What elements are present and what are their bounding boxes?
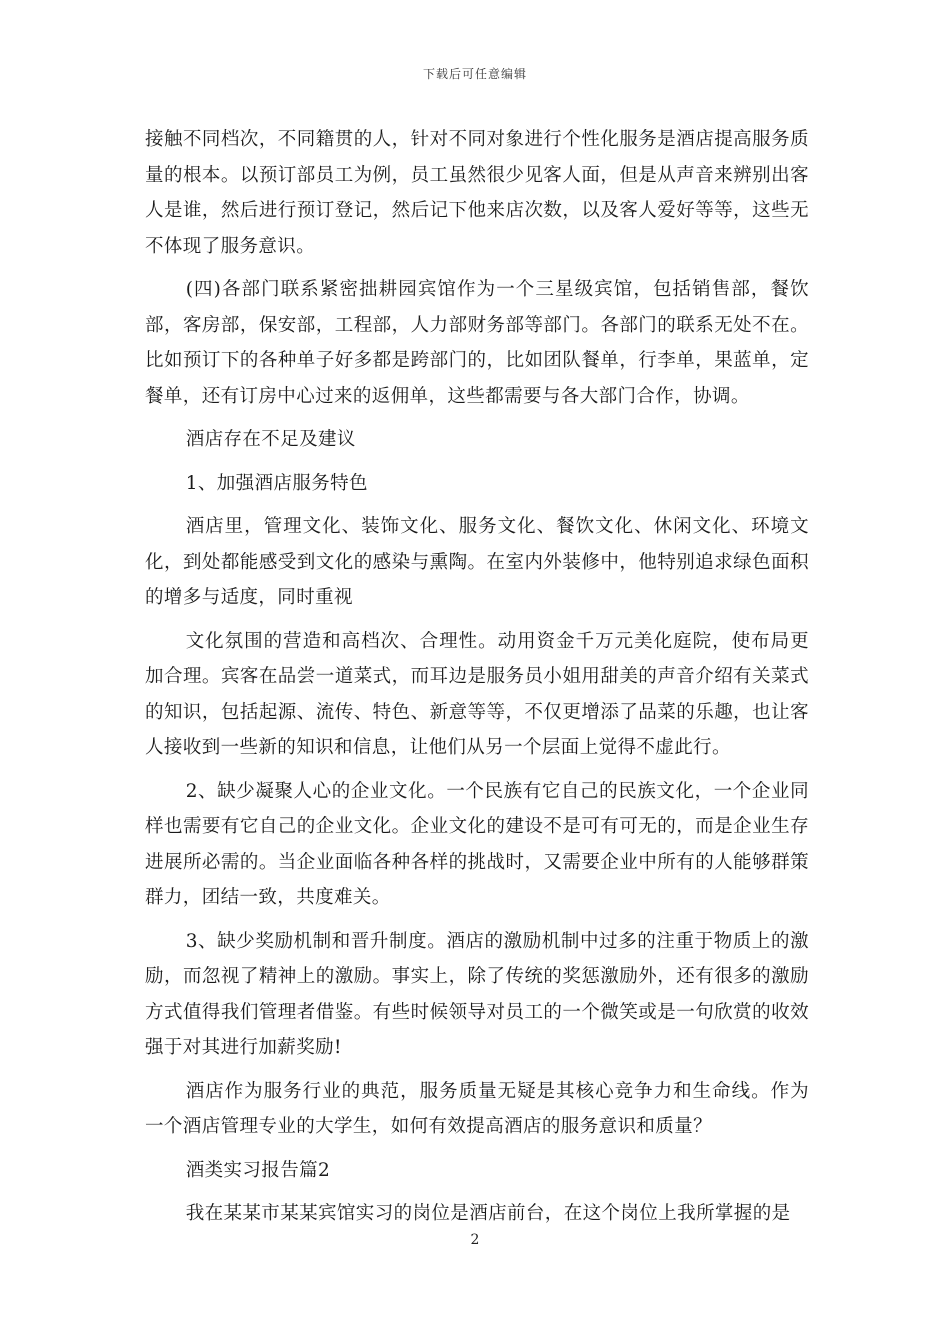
paragraph-2: (四)各部门联系紧密拙耕园宾馆作为一个三星级宾馆，包括销售部，餐饮部，客房部，保安部，工程部，人力部财务部等部门。各部门的联系无处不在。比如预订下的各种单子好多都是跨部门的，比如团队餐单，行李单，果蓝单，定餐单，还有订房中心过来的返佣单，这些都需要与各大部门合作，协调。 [145,279,809,407]
paragraph-7: 酒店作为服务行业的典范，服务质量无疑是其核心竞争力和生命线。作为一个酒店管理专业的大学生，如何有效提高酒店的服务意识和质量？ [145,1080,809,1137]
paragraph-6: 3、缺少奖励机制和晋升制度。酒店的激励机制中过多的注重于物质上的激励，而忽视了精神上的激励。事实上，除了传统的奖惩激励外，还有很多的激励方式值得我们管理者借鉴。有些时候领导对员工的一个微笑或是一句欣赏的收效强于对其进行加薪奖励! [145,930,809,1058]
subheading-1: 1、加强酒店服务特色 [185,472,368,494]
document-body [145,122,809,1240]
paragraph-3: 酒店里，管理文化、装饰文化、服务文化、餐饮文化、休闲文化、环境文化，到处都能感受到文化的感染与熏陶。在室内外装修中，他特别追求绿色面积的增多与适度，同时重视 [145,516,809,608]
paragraph-5: 2、缺少凝聚人心的企业文化。一个民族有它自己的民族文化，一个企业同样也需要有它自己的企业文化。企业文化的建设不是可有可无的，而是企业生存进展所必需的。当企业面临各种各样的挑战时，又需要企业中所有的人能够群策群力，团结一致，共度难关。 [145,780,809,908]
page-header: 下载后可任意编辑 [422,67,527,81]
paragraph-4: 文化氛围的营造和高档次、合理性。动用资金千万元美化庭院，使布局更加合理。宾客在品尝一道菜式，而耳边是服务员小姐用甜美的声音介绍有关菜式的知识，包括起源、流传、特色、新意等等，不仅更增添了品菜的乐趣，也让客人接收到一些新的知识和信息，让他们从另一个层面上觉得不虚此行。 [145,630,809,758]
paragraph-8: 我在某某市某某宾馆实习的岗位是酒店前台，在这个岗位上我所掌握的是 [185,1203,791,1224]
paragraph-1: 接触不同档次，不同籍贯的人，针对不同对象进行个性化服务是酒店提高服务质量的根本。以预订部员工为例，员工虽然很少见客人面，但是从声音来辨别出客人是谁，然后进行预订登记，然后记下他来店次数，以及客人爱好等等，这些无不体现了服务意识。 [145,129,809,257]
section-heading-shortcomings: 酒店存在不足及建议 [185,429,356,450]
page-number: 2 [470,1232,480,1248]
section-heading-report-2: 酒类实习报告篇2 [185,1159,331,1181]
